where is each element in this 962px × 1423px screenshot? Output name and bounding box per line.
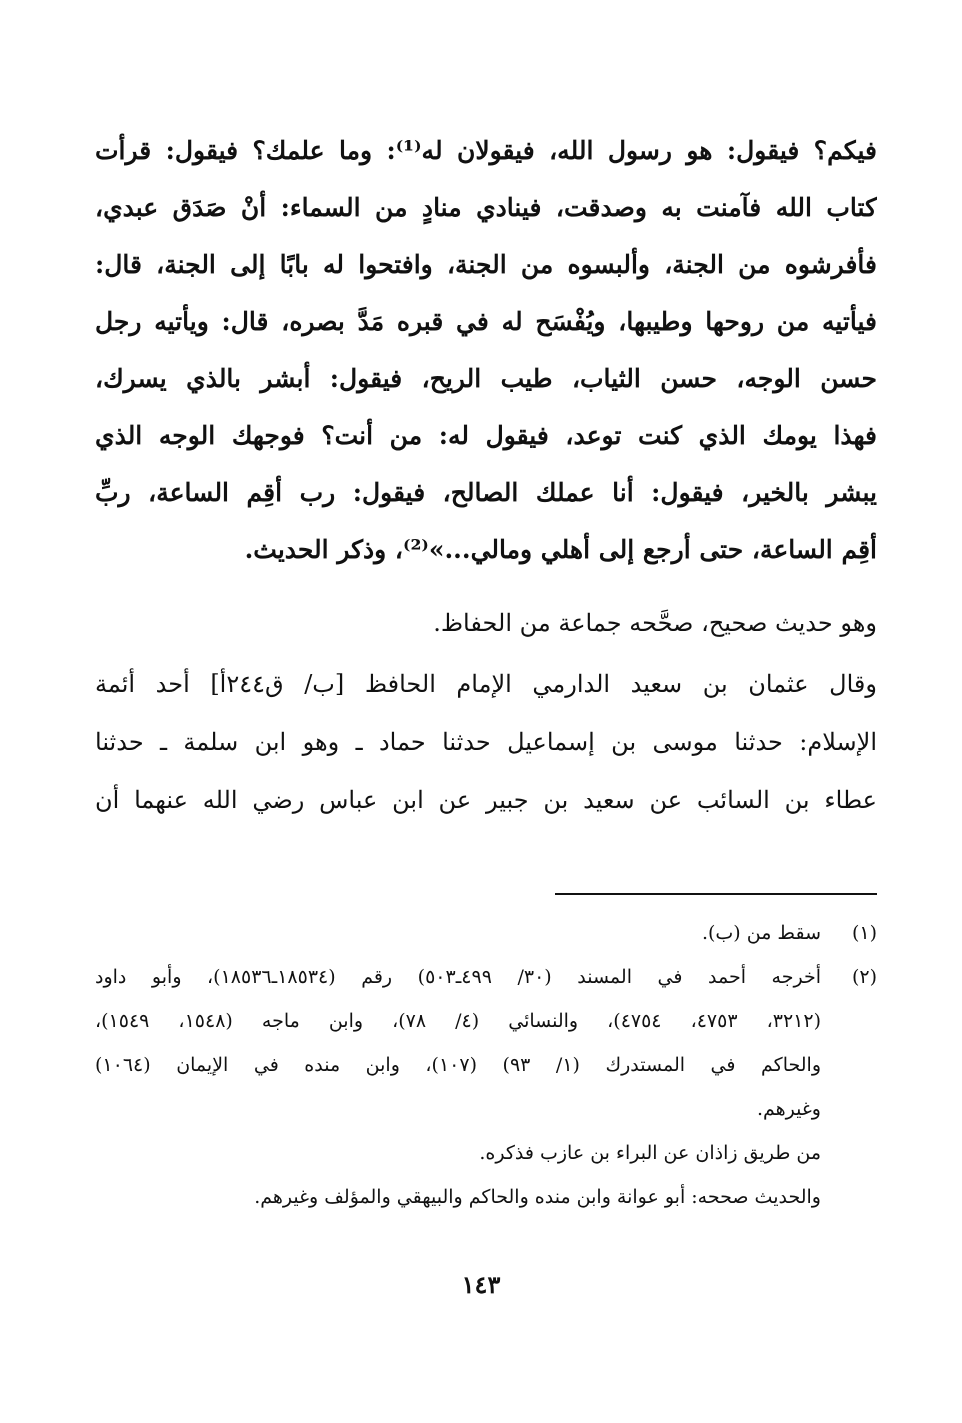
text-line: فيكم؟ فيقول: هو رسول الله، فيقولان له⁽¹⁾: وما علمك؟ فيقول: قرأت [95,136,877,165]
hadith-text-block [95,122,877,578]
isnad-paragraph [95,655,877,829]
footnote-2-continued [95,1175,877,1219]
footnote-2-continued [95,999,877,1043]
footnote-number: (١) [851,922,877,944]
footnote-text: والحديث صححه: أبو عوانة وابن منده والحاكم والبيهقي والمؤلف وغيرهم. [254,1186,821,1208]
footnote-text: وغيرهم. [756,1098,821,1120]
text-line: فأفرشوه من الجنة، وألبسوه من الجنة، وافتحوا له بابًا إلى الجنة، قال: [95,250,877,279]
footnotes [95,911,877,1219]
text-line: فيأتيه من روحها وطيبها، ويُفْسَح له في قبره مَدَّ بصره، قال: ويأتيه رجل [95,307,877,336]
footnote-text: أخرجه أحمد في المسند (٣٠/ ٤٩٩ـ٥٠٣) رقم (١٨٥٣٤ـ١٨٥٣٦)، وأبو داود [95,966,821,988]
footnote-text: (٣٢١٢، ٤٧٥٣، ٤٧٥٤)، والنسائي (٤/ ٧٨)، وابن ماجه (١٥٤٨، ١٥٤٩)، [95,1010,821,1032]
footnote-1 [95,911,877,955]
footnote-text: والحاكم في المستدرك (١/ ٩٣) (١٠٧)، وابن منده في الإيمان (١٠٦٤) [95,1054,821,1076]
footnote-2-continued [95,1087,877,1131]
page-number: ١٤٣ [461,1270,501,1299]
footnote-text: من طريق زاذان عن البراء بن عازب فذكره. [479,1142,821,1164]
text-line: وهو حديث صحيح، صحَّحه جماعة من الحفاظ. [433,609,877,637]
footnote-number: (٢) [851,966,877,988]
footnote-2-continued [95,1043,877,1087]
footnote-2 [95,955,877,999]
grading-paragraph [95,594,877,652]
footnote-text: سقط من (ب). [701,922,821,944]
text-line: حسن الوجه، حسن الثياب، طيب الريح، فيقول: أبشر بالذي يسرك، [95,364,877,393]
text-line: الإسلام: حدثنا موسى بن إسماعيل حدثنا حماد ـ وهو ابن سلمة ـ حدثنا [95,728,877,756]
text-line: كتاب الله فآمنت به وصدقت، فينادي منادٍ من السماء: أنْ صَدَق عبدي، [95,193,877,222]
text-line: وقال عثمان بن سعيد الدارمي الإمام الحافظ [ب/ ق٢٤٤أ] أحد أئمة [95,670,877,698]
text-line: عطاء بن السائب عن سعيد بن جبير عن ابن عباس رضي الله عنهما أن [95,786,877,814]
footnote-2-continued [95,1131,877,1175]
text-line: يبشر بالخير، فيقول: أنا عملك الصالح، فيقول: رب أقِم الساعة، ربِّ [95,478,877,507]
text-line: فهذا يومك الذي كنت توعد، فيقول له: من أنت؟ فوجهك الوجه الذي [95,421,877,450]
footnote-separator [555,893,877,895]
text-line: أقِم الساعة، حتى أرجع إلى أهلي ومالي...»⁽²⁾، وذكر الحديث. [244,535,877,564]
